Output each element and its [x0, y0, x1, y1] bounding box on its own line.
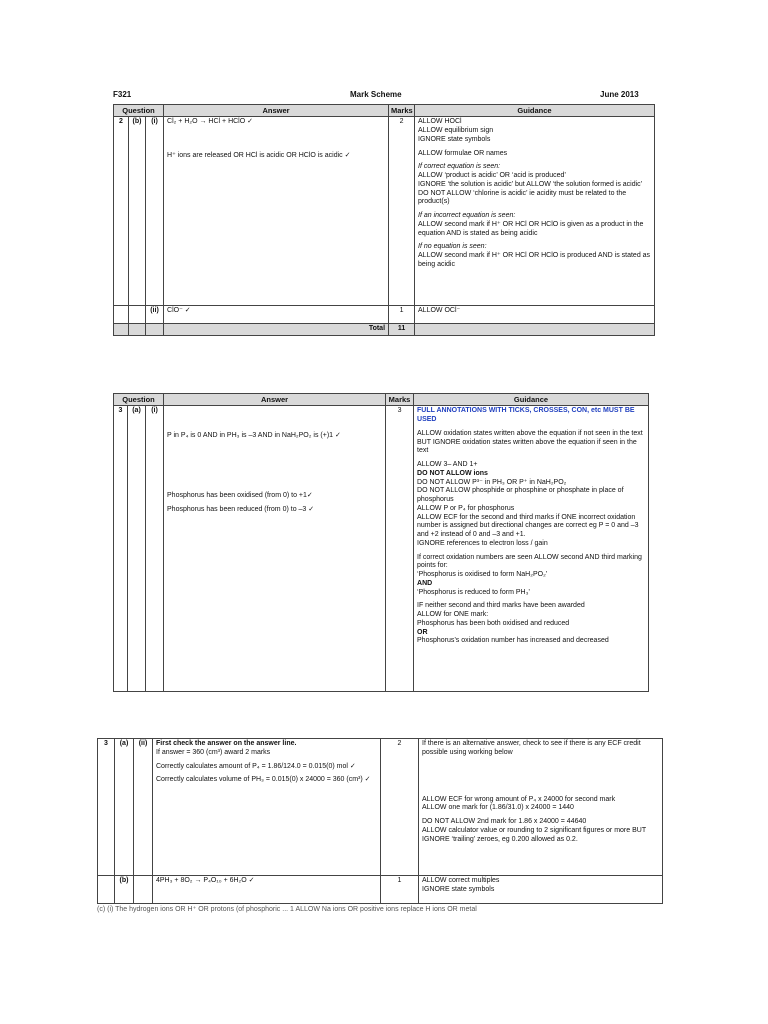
guidance-text: ALLOW formulae OR names [418, 149, 508, 157]
answer-text: H⁺ ions are released OR HCl is acidic OR HClO is acidic ✓ [167, 152, 351, 160]
guidance-text: DO NOT ALLOW 2nd mark for 1.86 x 24000 = 44640 [422, 818, 587, 825]
guidance-text: ALLOW oxidation states written above the equation if not seen in the text BUT IGNORE oxidation states written above the equation if seen in the text [417, 429, 643, 455]
col-guidance: Guidance [415, 105, 655, 117]
question-subpart: (ii) [146, 306, 164, 324]
answer-cell [164, 117, 389, 306]
guidance-text: DO NOT ALLOW ions [417, 469, 488, 477]
question-number: 3 [114, 406, 128, 692]
guidance-text: ALLOW second mark if H⁺ OR HCl OR HClO is given as a product in the equation AND is stated as being acidic [418, 220, 644, 237]
guidance-text: IGNORE references to electron loss / gain [417, 539, 548, 547]
total-value: 11 [389, 324, 415, 336]
guidance-cell [419, 876, 663, 904]
guidance-text: Phosphorus has been both oxidised and reduced [417, 619, 570, 627]
guidance-text: ALLOW second mark if H⁺ OR HCl OR HClO is produced AND is stated as being acidic [418, 252, 651, 268]
guidance-cell [415, 117, 655, 306]
col-answer: Answer [164, 105, 389, 117]
guidance-text: If no equation is seen: [418, 243, 487, 251]
question-part: (b) [115, 876, 134, 904]
answer-text: If answer = 360 (cm³) award 2 marks [156, 748, 271, 756]
total-row [114, 324, 655, 336]
document-title: Mark Scheme [350, 90, 402, 99]
table-row [98, 876, 663, 904]
guidance-text: AND [417, 579, 433, 587]
question-number: 2 [114, 117, 129, 306]
guidance-text: If an incorrect equation is seen: [418, 212, 516, 220]
answer-text: Phosphorus has been reduced (from 0) to –3 ✓ [167, 505, 315, 513]
col-marks: Marks [386, 394, 414, 406]
question-subpart: (i) [146, 406, 164, 692]
guidance-text: OR [417, 628, 428, 636]
guidance-annotation-note: FULL ANNOTATIONS WITH TICKS, CROSSES, CON, etc MUST BE USED [417, 407, 635, 424]
table-row [98, 739, 663, 876]
guidance-text: ALLOW one mark for (1.86/31.0) x 24000 = 1440 [422, 804, 574, 812]
guidance-text: ‘Phosphorus is reduced to form PH₃’ [417, 588, 530, 596]
answer-text: ClO⁻ ✓ [164, 306, 389, 324]
marks-value: 2 [389, 117, 415, 306]
col-marks: Marks [389, 105, 415, 117]
guidance-text: IGNORE ‘the solution is acidic’ but ALLOW ‘the solution formed is acidic’ [418, 180, 643, 188]
guidance-text: ALLOW equilibrium sign [418, 127, 494, 135]
guidance-text: ALLOW OCl⁻ [415, 306, 655, 324]
answer-cell [153, 739, 381, 876]
guidance-text: ALLOW calculator value or rounding to 2 significant figures or more BUT IGNORE ‘trailing’ zeroes, eg 0.200 allowed as 0.2. [422, 826, 646, 843]
col-answer: Answer [164, 394, 386, 406]
guidance-text: DO NOT ALLOW phosphide or phosphine or phosphate in place of phosphorus [417, 487, 624, 504]
answer-text: 4PH₃ + 8O₂ → P₄O₁₀ + 6H₂O ✓ [153, 876, 381, 904]
col-question: Question [114, 394, 164, 406]
guidance-text: ALLOW 3– AND 1+ [417, 461, 478, 469]
marks-value: 2 [381, 739, 419, 876]
marks-value: 1 [389, 306, 415, 324]
table-row [114, 306, 655, 324]
guidance-text: ALLOW ECF for wrong amount of P₄ x 24000 for second mark [422, 795, 616, 803]
question-part: (b) [129, 117, 146, 306]
answer-text: P in P₄ is 0 AND in PH₃ is –3 AND in NaH₂PO₂ is (+)1 ✓ [167, 432, 341, 440]
guidance-text: ALLOW ‘product is acidic’ OR ‘acid is produced’ [418, 172, 566, 180]
guidance-text: ‘Phosphorus is oxidised to form NaH₂PO₂’ [417, 571, 548, 579]
answer-text: Correctly calculates volume of PH₃ = 0.015(0) x 24000 = 360 (cm³) ✓ [156, 776, 371, 784]
mark-table-q3aii [97, 738, 663, 904]
total-label: Total [164, 324, 389, 336]
paper-code: F321 [113, 90, 132, 99]
question-number: 3 [98, 739, 115, 876]
table-row [114, 117, 655, 306]
guidance-text: DO NOT ALLOW P³⁻ in PH₃ OR P⁺ in NaH₂PO₂ [417, 478, 567, 486]
guidance-text: If there is an alternative answer, check to see if there is any ECF credit possible using working below [422, 740, 641, 756]
guidance-text: ALLOW for ONE mark: [417, 611, 489, 619]
guidance-text: IGNORE state symbols [422, 885, 495, 893]
guidance-text: ALLOW ECF for the second and third marks if ONE incorrect oxidation number is assigned but directional changes are correct eg P = 0 and –3 and +2 instead of 0 and –3 and +1. [417, 513, 639, 539]
question-subpart: (ii) [134, 739, 153, 876]
answer-text: Cl₂ + H₂O → HCl + HClO ✓ [167, 118, 253, 126]
marks-value: 1 [381, 876, 419, 904]
mark-table-q3ai [113, 393, 649, 692]
marks-value: 3 [386, 406, 414, 692]
guidance-cell [419, 739, 663, 876]
answer-text: Phosphorus has been oxidised (from 0) to +1✓ [167, 492, 313, 500]
question-part: (a) [128, 406, 146, 692]
guidance-text: IF neither second and third marks have been awarded [417, 602, 585, 610]
question-subpart: (i) [146, 117, 164, 306]
exam-date: June 2013 [600, 90, 639, 99]
table-row [114, 406, 649, 692]
guidance-text: DO NOT ALLOW ‘chlorine is acidic’ ie acidity must be related to the product(s) [418, 189, 627, 206]
guidance-text: ALLOW correct multiples [422, 877, 500, 884]
guidance-text: If correct equation is seen: [418, 163, 501, 171]
question-part: (a) [115, 739, 134, 876]
guidance-text: If correct oxidation numbers are seen ALLOW second AND third marking points for: [417, 553, 642, 570]
guidance-text: ALLOW P or P₄ for phosphorus [417, 504, 515, 512]
mark-table-q2b [113, 104, 655, 336]
cut-off-row: (c) (i) The hydrogen ions OR H⁺ OR protons (of phosphoric ... 1 ALLOW Na ions OR positive ions replace H ions OR metal [97, 906, 477, 913]
answer-text: Correctly calculates amount of P₄ = 1.86/124.0 = 0.015(0) mol ✓ [156, 762, 356, 770]
col-question: Question [114, 105, 164, 117]
guidance-text: IGNORE state symbols [418, 135, 491, 143]
col-guidance: Guidance [414, 394, 649, 406]
answer-cell [164, 406, 386, 692]
guidance-text: ALLOW HOCl [418, 118, 462, 126]
guidance-cell [414, 406, 649, 692]
answer-text: First check the answer on the answer line. [156, 740, 297, 747]
guidance-text: Phosphorus’s oxidation number has increased and decreased [417, 637, 609, 645]
